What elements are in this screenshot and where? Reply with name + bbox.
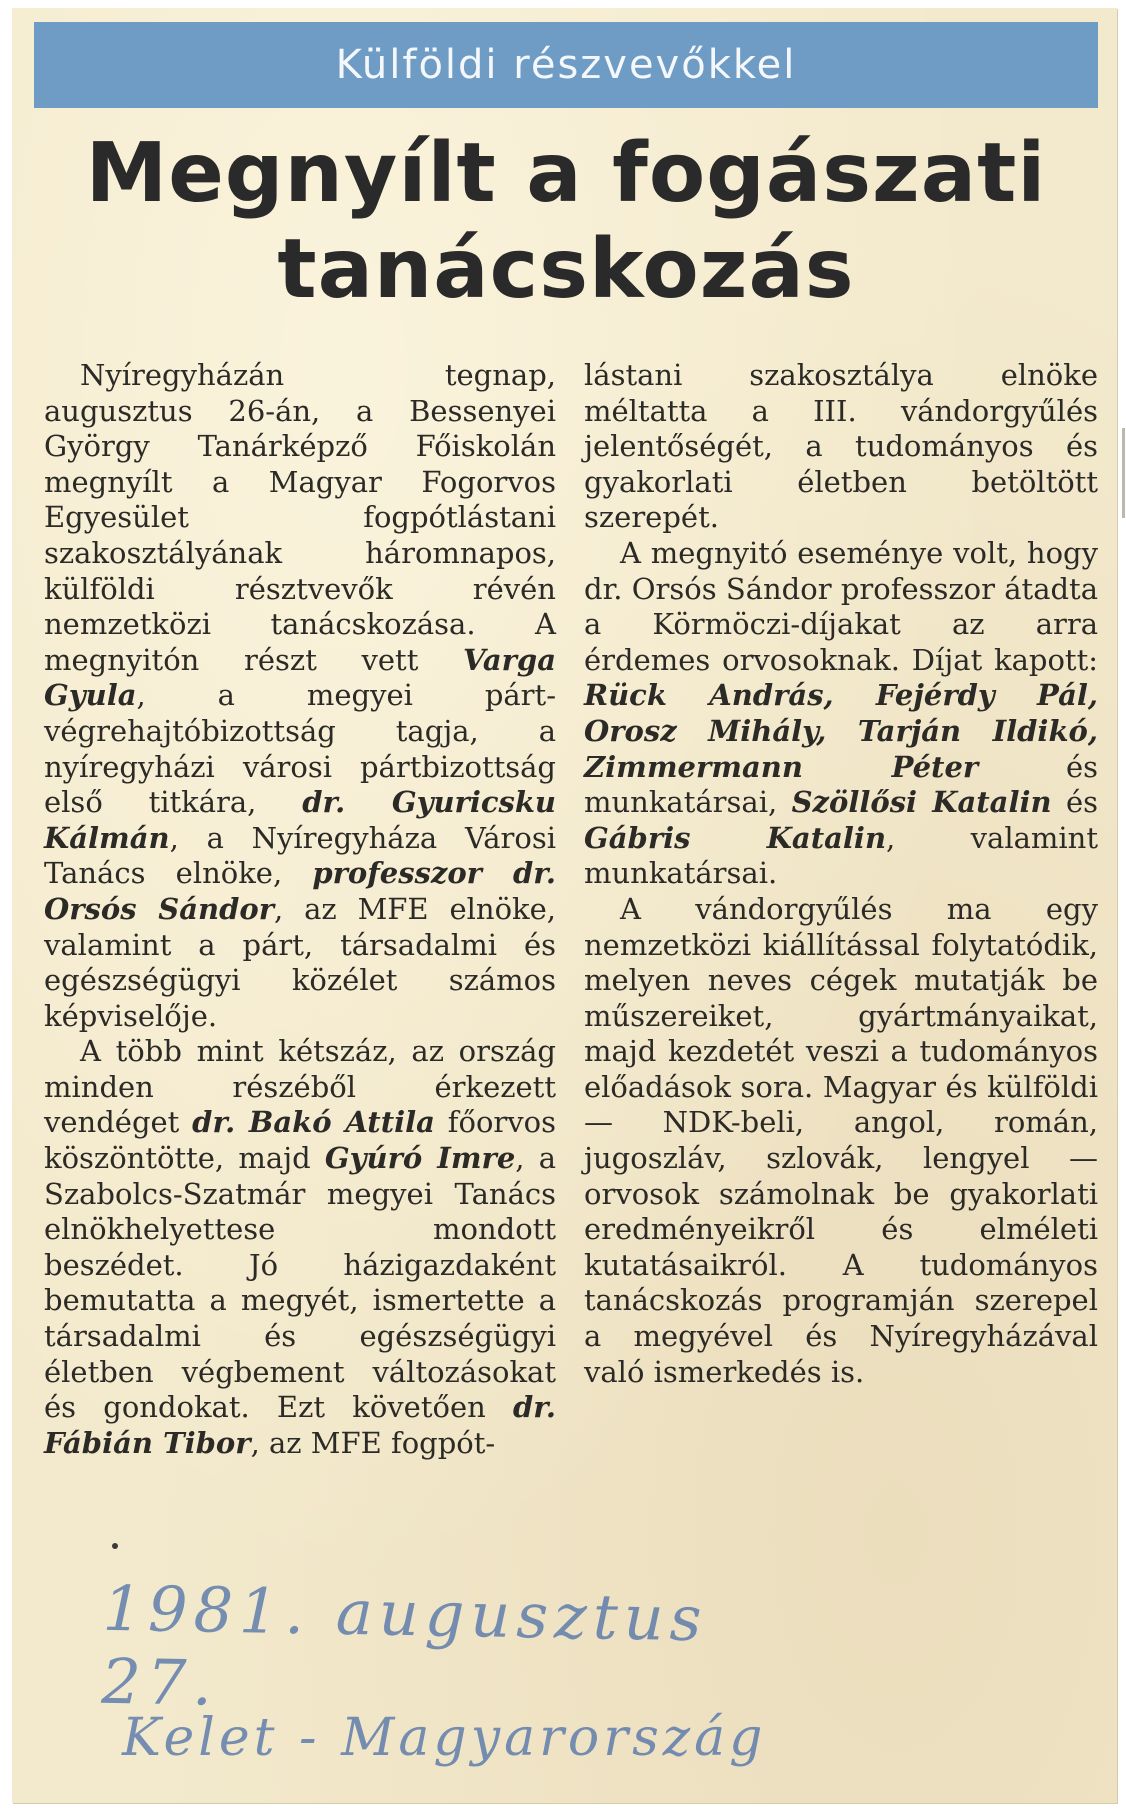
paragraph-text: és munkatársai, bbox=[584, 749, 1098, 820]
article-column-right bbox=[584, 358, 1098, 1390]
person-name: Varga Gyula bbox=[44, 642, 556, 713]
person-name: dr. Bakó Attila bbox=[192, 1105, 435, 1140]
paragraph-text: lástani szakosztálya elnöke méltatta a III. vándorgyűlés jelentőségét, a tudományos és gyakorlati életben betöltött szerepét. bbox=[584, 358, 1098, 535]
person-name: Szöllősi Katalin bbox=[791, 785, 1052, 820]
paragraph-text: A megnyitó eseménye volt, hogy dr. Orsós Sándor professzor átadta a Körmöczi-díjakat az arra érdemes orvosoknak. Díjat kapott: bbox=[584, 535, 1098, 677]
paragraph-text: Nyíregyházán tegnap, augusztus 26-án, a Bessenyei György Tanárképző Főiskolán megnyílt a Magyar Fogorvos Egyesület fogpótlástani szakosztályának háromnapos, külföldi résztvevők révén nemzetközi tanácskozása. A megnyitón részt vett bbox=[44, 358, 556, 677]
newspaper-clipping bbox=[12, 8, 1117, 1803]
article-paragraph bbox=[584, 536, 1098, 892]
paragraph-text: és bbox=[1051, 785, 1099, 820]
paragraph-text: A vándorgyűlés ma egy nemzetközi kiállítással folytatódik, melyen neves cégek mutatják be műszereiket, gyártmányaikat, majd kezdetét veszi a tudományos előadások sora. Magyar és külföldi — NDK-beli, angol, román, jugoszláv, szlovák, lengyel — orvosok számolnak be gyakorlati eredményeikről és elméleti kutatásaikról. A tudományos tanácskozás programján szerepel a megyével és Nyíregyházával való ismerkedés is. bbox=[584, 891, 1098, 1389]
article-column-left bbox=[44, 358, 556, 1461]
person-name: Rück András, Fejérdy Pál, Orosz Mihály, Tarján Ildikó, Zimmermann Péter bbox=[584, 678, 1098, 784]
handwritten-source: Kelet - Magyarország bbox=[122, 1708, 767, 1768]
headline: Megnyílt a fogászati tanácskozás bbox=[85, 126, 1047, 317]
person-name: Gábris Katalin bbox=[584, 820, 887, 855]
article-paragraph bbox=[44, 358, 556, 1034]
paragraph-text: , a Nyíregyháza Városi Tanács elnöke, bbox=[44, 820, 556, 891]
paragraph-text: , valamint munkatársai. bbox=[584, 820, 1098, 891]
paragraph-text: , az MFE elnöke, valamint a párt, társadalmi és egészségügyi közélet számos képviselője. bbox=[44, 891, 556, 1033]
paragraph-text: , a megyei párt-végrehajtóbizottság tagja, a nyíregyházi városi pártbizottság első titkára, bbox=[44, 678, 556, 820]
ink-dot bbox=[112, 1543, 118, 1549]
person-name: dr. Fábián Tibor bbox=[44, 1390, 556, 1460]
person-name: professzor dr. Orsós Sándor bbox=[44, 856, 556, 926]
section-kicker: Külföldi részvevőkkel bbox=[34, 22, 1098, 108]
paragraph-text: , a Szabolcs-Szatmár megyei Tanács elnökhelyettese mondott beszédet. Jó házigazdaként bemutatta a megyét, ismertette a társadalmi és egészségügyi életben végbement változásokat és gondokat. Ezt követően bbox=[44, 1141, 556, 1425]
paragraph-text: főorvos köszöntötte, majd bbox=[44, 1105, 557, 1176]
handwritten-date: 1981. augusztus 27. bbox=[100, 1571, 709, 1720]
article-paragraph bbox=[44, 1034, 556, 1461]
article-paragraph bbox=[584, 892, 1098, 1390]
person-name: Gyúró Imre bbox=[324, 1141, 516, 1176]
paragraph-text: , az MFE fogpót- bbox=[250, 1425, 496, 1460]
paper-edge-mark bbox=[1122, 428, 1125, 518]
paragraph-text: A több mint kétszáz, az ország minden részéből érkezett vendéget bbox=[44, 1034, 556, 1140]
article-paragraph bbox=[584, 358, 1098, 536]
person-name: dr. Gyuricsku Kálmán bbox=[44, 785, 557, 855]
